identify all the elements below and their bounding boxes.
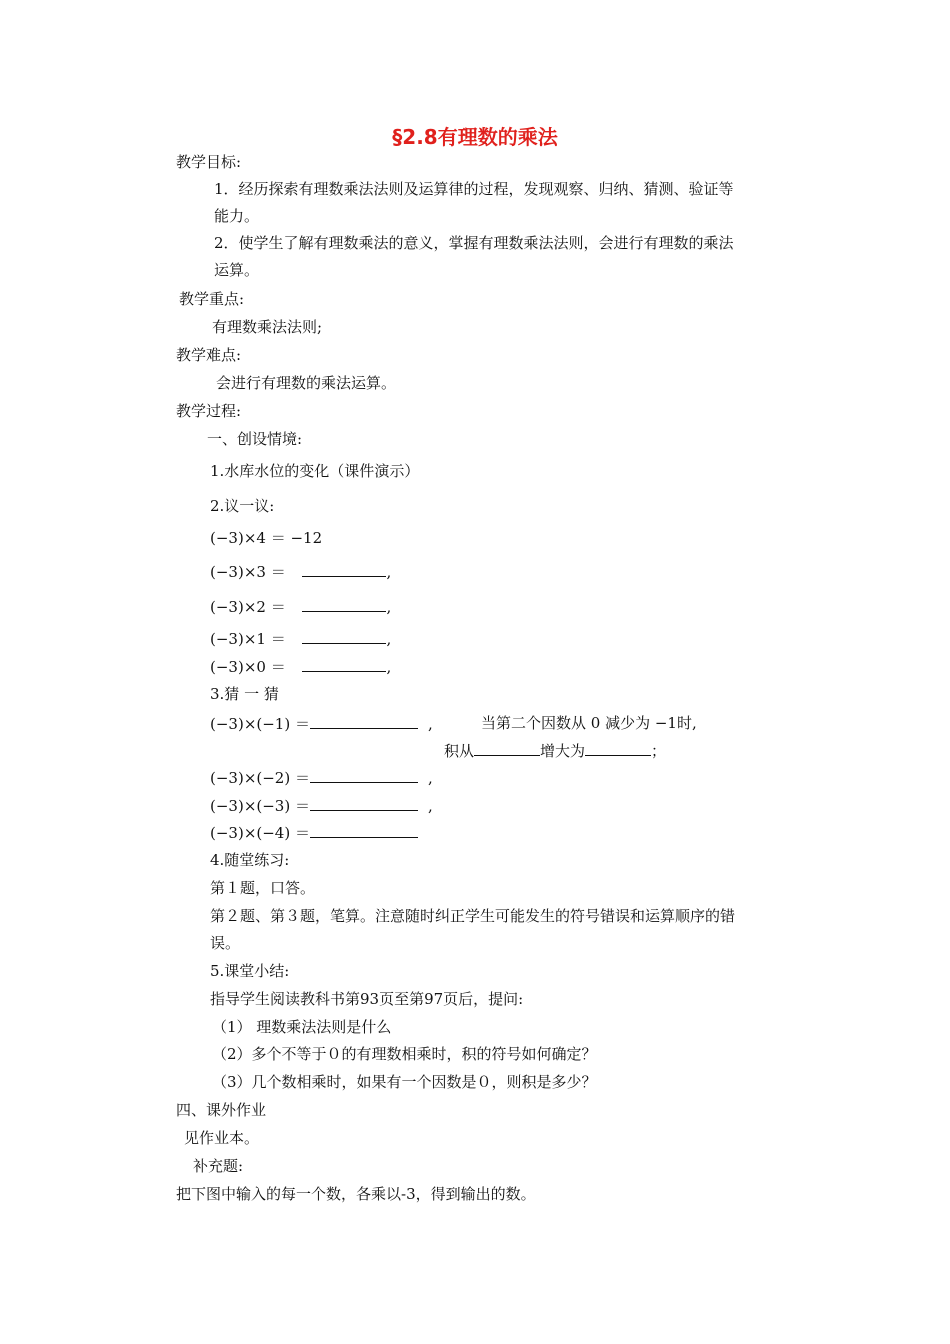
comma: , (386, 658, 392, 676)
process-item-3: 3.猜 一 猜 (210, 685, 279, 703)
equation-5-row (210, 656, 391, 677)
goal-2-line-1: 2．使学生了解有理数乘法的意义，掌握有理数乘法法则，会进行有理数的乘法 (214, 234, 734, 252)
practice-1: 第１题，口答。 (210, 879, 316, 897)
summary-intro: 指导学生阅读教科书第93页至第97页后，提问: (210, 990, 524, 1008)
homework-heading: 四、课外作业 (176, 1101, 267, 1119)
comma: , (427, 769, 433, 787)
section-1-heading: 一、创设情境: (207, 430, 303, 448)
guess-1-note-2 (444, 740, 666, 761)
summary-question-3: （3）几个数相乘时，如果有一个因数是０，则积是多少？ (212, 1073, 597, 1091)
equation-4-row (210, 628, 391, 649)
goal-1-line-2: 能力。 (214, 207, 260, 225)
goal-1-line-1: 1．经历探索有理数乘法法则及运算律的过程，发现观察、归纳、猜测、验证等 (214, 180, 734, 198)
process-heading: 教学过程: (176, 402, 242, 420)
equation-1: (−3)×4 ＝ −12 (210, 529, 323, 547)
equation-5: (−3)×0 ＝ (210, 658, 286, 676)
equation-4: (−3)×1 ＝ (210, 630, 286, 648)
comma: , (386, 630, 392, 648)
practice-2-line-1: 第２题、第３题，笔算。注意随时纠正学生可能发生的符号错误和运算顺序的错 (210, 907, 736, 925)
key-point-heading: 教学重点: (179, 290, 245, 308)
comma: , (427, 715, 433, 733)
guess-3-row (210, 795, 433, 816)
comma: , (386, 563, 392, 581)
guess-2-row (210, 767, 433, 788)
difficulty-heading: 教学难点: (176, 346, 242, 364)
key-point-content: 有理数乘法法则; (212, 318, 323, 336)
summary-question-1: （1） 理数乘法法则是什么 (212, 1018, 392, 1036)
note-2-part-c: ； (651, 742, 667, 760)
homework-content: 见作业本。 (184, 1129, 260, 1147)
answer-blank (585, 740, 651, 756)
note-2-part-a: 积从 (444, 742, 475, 760)
process-item-1: 1.水库水位的变化（课件演示） (210, 462, 420, 480)
answer-blank (302, 561, 386, 577)
equation-2-row (210, 561, 391, 582)
note-2-part-b: 增大为 (540, 742, 586, 760)
process-item-2: 2.议一议: (210, 497, 275, 515)
practice-2-line-2: 误。 (210, 934, 241, 952)
process-item-5: 5.课堂小结: (210, 962, 290, 980)
answer-blank (310, 767, 418, 783)
equation-2: (−3)×3 ＝ (210, 563, 286, 581)
guess-4: (−3)×(−4) ＝ (210, 824, 310, 842)
difficulty-content: 会进行有理数的乘法运算。 (216, 374, 397, 392)
extra-content: 把下图中输入的每一个数，各乘以-3，得到输出的数。 (176, 1185, 536, 1203)
answer-blank (474, 740, 540, 756)
guess-2: (−3)×(−2) ＝ (210, 769, 310, 787)
page-title: §2.8有理数的乘法 (392, 125, 558, 149)
answer-blank (310, 795, 418, 811)
guess-3: (−3)×(−3) ＝ (210, 797, 310, 815)
equation-3: (−3)×2 ＝ (210, 598, 286, 616)
guess-1-note: 当第二个因数从 0 减少为 −1时, (481, 714, 697, 732)
guess-1: (−3)×(−1) ＝ (210, 715, 310, 733)
goals-heading: 教学目标: (176, 153, 242, 171)
guess-1-row (210, 713, 433, 734)
goal-2-line-2: 运算。 (214, 261, 260, 279)
guess-4-row (210, 822, 418, 843)
answer-blank (302, 628, 386, 644)
process-item-4: 4.随堂练习: (210, 851, 290, 869)
comma: , (427, 797, 433, 815)
answer-blank (310, 822, 418, 838)
answer-blank (302, 656, 386, 672)
equation-3-row (210, 596, 391, 617)
answer-blank (302, 596, 386, 612)
summary-question-2: （2）多个不等于０的有理数相乘时，积的符号如何确定？ (212, 1045, 597, 1063)
extra-heading: 补充题: (193, 1157, 244, 1175)
answer-blank (310, 713, 418, 729)
comma: , (386, 598, 392, 616)
